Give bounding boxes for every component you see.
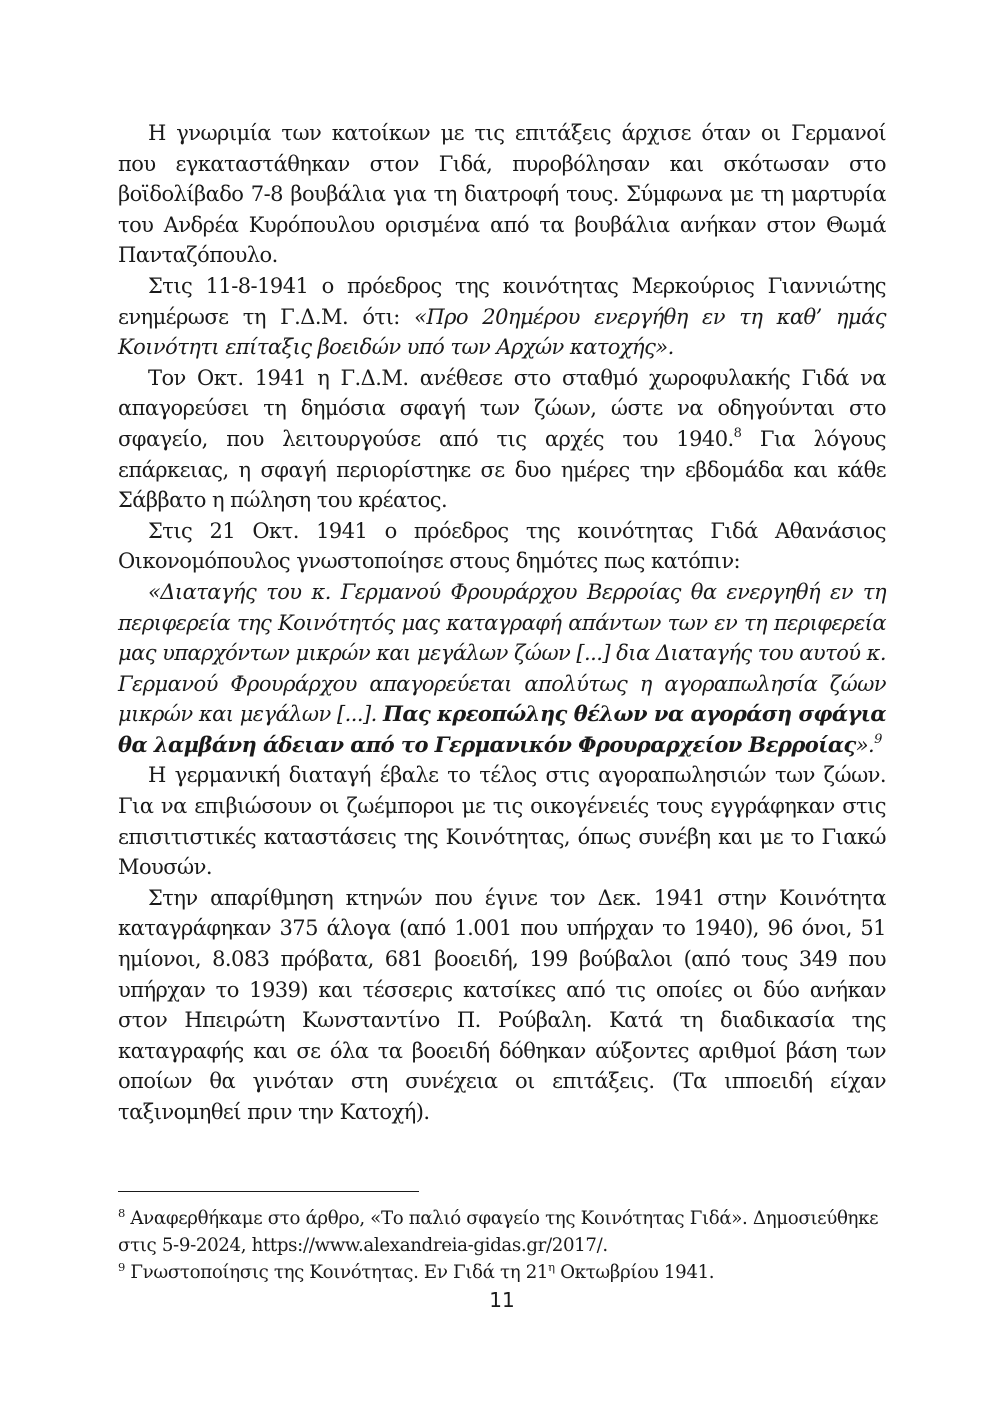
- footnote-9: $^9$ Γνωστοποίησις της Κοινότητας. Εν Γιδά τη $21^\eta$ Οκτωβρίου 1941.: [118, 1260, 715, 1283]
- footnote-ref-8: 8: [733, 425, 742, 441]
- footnote-divider: [118, 1191, 419, 1192]
- page-number: 11: [489, 1288, 515, 1312]
- paragraph-trade-end: Η γερμανική διαταγή έβαλε το τέλος στις αγοραπωλησιών των ζώων. Για να επιβιώσουν οι ζωέμποροι με τις οικογένειές τους εγγράφηκαν στις επισιτιστικές καταστάσεις της Κοινότητας, όπως συνέβη και με το Γιακώ Μουσών.: [118, 763, 886, 880]
- quote-requisition: «Προ 20ημέρου ενεργήθη εν τη καθ’ ημάς Κοινότητι επίταξις βοειδών υπό των Αρχών κατοχής».: [118, 304, 886, 360]
- paragraph-announcement: Στις 21 Οκτ. 1941 ο πρόεδρος της κοινότητας Γιδά Αθανάσιος Οικονομόπουλος γνωστοποίησε στους δημότες πως κατόπιν:: [118, 518, 886, 574]
- footnote-ref-9: 9: [874, 731, 882, 747]
- footnotes: [118, 1205, 888, 1286]
- paragraph-requisitions-start: Η γνωριμία των κατοίκων με τις επιτάξεις άρχισε όταν οι Γερμανοί που εγκαταστάθηκαν στον Γιδά, πυροβόλησαν και σκότωσαν στο βοϊδολίβαδο 7-8 βουβάλια για τη διατροφή τους. Σύμφωνα με τη μαρτυρία του Ανδρέα Κυρόπουλου ορισμένα από τα βουβάλια ανήκαν στον Θωμά Πανταζόπουλο.: [118, 121, 886, 268]
- paragraph-community-report: Στις 11-8-1941 ο πρόεδρος της κοινότητας Μερκούριος Γιαννιώτης ενημέρωσε τη Γ.Δ.Μ. ότι: «Προ 20ημέρου ενεργήθη εν τη καθ’ ημάς Κοινότητι επίταξις βοειδών υπό των Αρχών κατοχής».: [118, 273, 886, 360]
- footnote-8: $^8$ Αναφερθήκαμε στο άρθρο, «Το παλιό σφαγείο της Κοινότητας Γιδά». Δημοσιεύθηκε στις 5-9-2024, https://www.alexandreia-gidas.gr/2017/.: [118, 1206, 879, 1256]
- paragraph-german-order-quote: «Διαταγής του κ. Γερμανού Φρουράρχου Βερροίας θα ενεργηθή εν τη περιφερεία της Κοινότητός μας καταγραφή απάντων των εν τη περιφερεία μας υπαρχόντων μικρών και μεγάλων ζώων [...] δια Διαταγής του αυτού κ. Γερμανού Φρουράρχου απαγορεύεται απολύτως η αγοραπωλησία ζώων μικρών και μεγάλων [...]. Πας κρεοπώλης θέλων να αγοράση σφάγια θα λαμβάνη άδειαν από το Γερμανικόν Φρουραρχείον Βερροίας».$^9$: [118, 579, 886, 757]
- paragraph-livestock-census: Στην απαρίθμηση κτηνών που έγινε τον Δεκ. 1941 στην Κοινότητα καταγράφηκαν 375 άλογα (από 1.001 που υπήρχαν το 1940), 96 όνοι, 51 ημίονοι, 8.083 πρόβατα, 681 βοοειδή, 199 βούβαλοι (από τους 349 που υπήρχαν το 1939) και τέσσερις κατσίκες από τις οποίες οι δύο ανήκαν στον Ηπειρώτη Κωνσταντίνο Π. Ρούβαλη. Κατά τη διαδικασία της καταγραφής και σε όλα τα βοοειδή δόθηκαν αύξοντες αριθμοί βάση των οποίων θα γινόταν στη συνέχεια οι επιτάξεις. (Τα ιπποειδή είχαν ταξινομηθεί πριν την Κατοχή).: [118, 885, 886, 1124]
- paragraph-slaughter-ban: Τον Οκτ. 1941 η Γ.Δ.Μ. ανέθεσε στο σταθμό χωροφυλακής Γιδά να απαγορεύσει τη δημόσια σφαγή των ζώων, ώστε να οδηγούνται στο σφαγείο, που λειτουργούσε από τις αρχές του 1940.$^8$ Για λόγους επάρκειας, η σφαγή περιορίστηκε σε δυο ημέρες την εβδομάδα και κάθε Σάββατο η πώληση του κρέατος.: [118, 365, 886, 513]
- bold-quote: Πας κρεοπώλης θέλων να αγοράση σφάγια θα λαμβάνη άδειαν από το Γερμανικόν Φρουραρχείον Βερροίας: [118, 701, 886, 757]
- body-text: [118, 118, 886, 1128]
